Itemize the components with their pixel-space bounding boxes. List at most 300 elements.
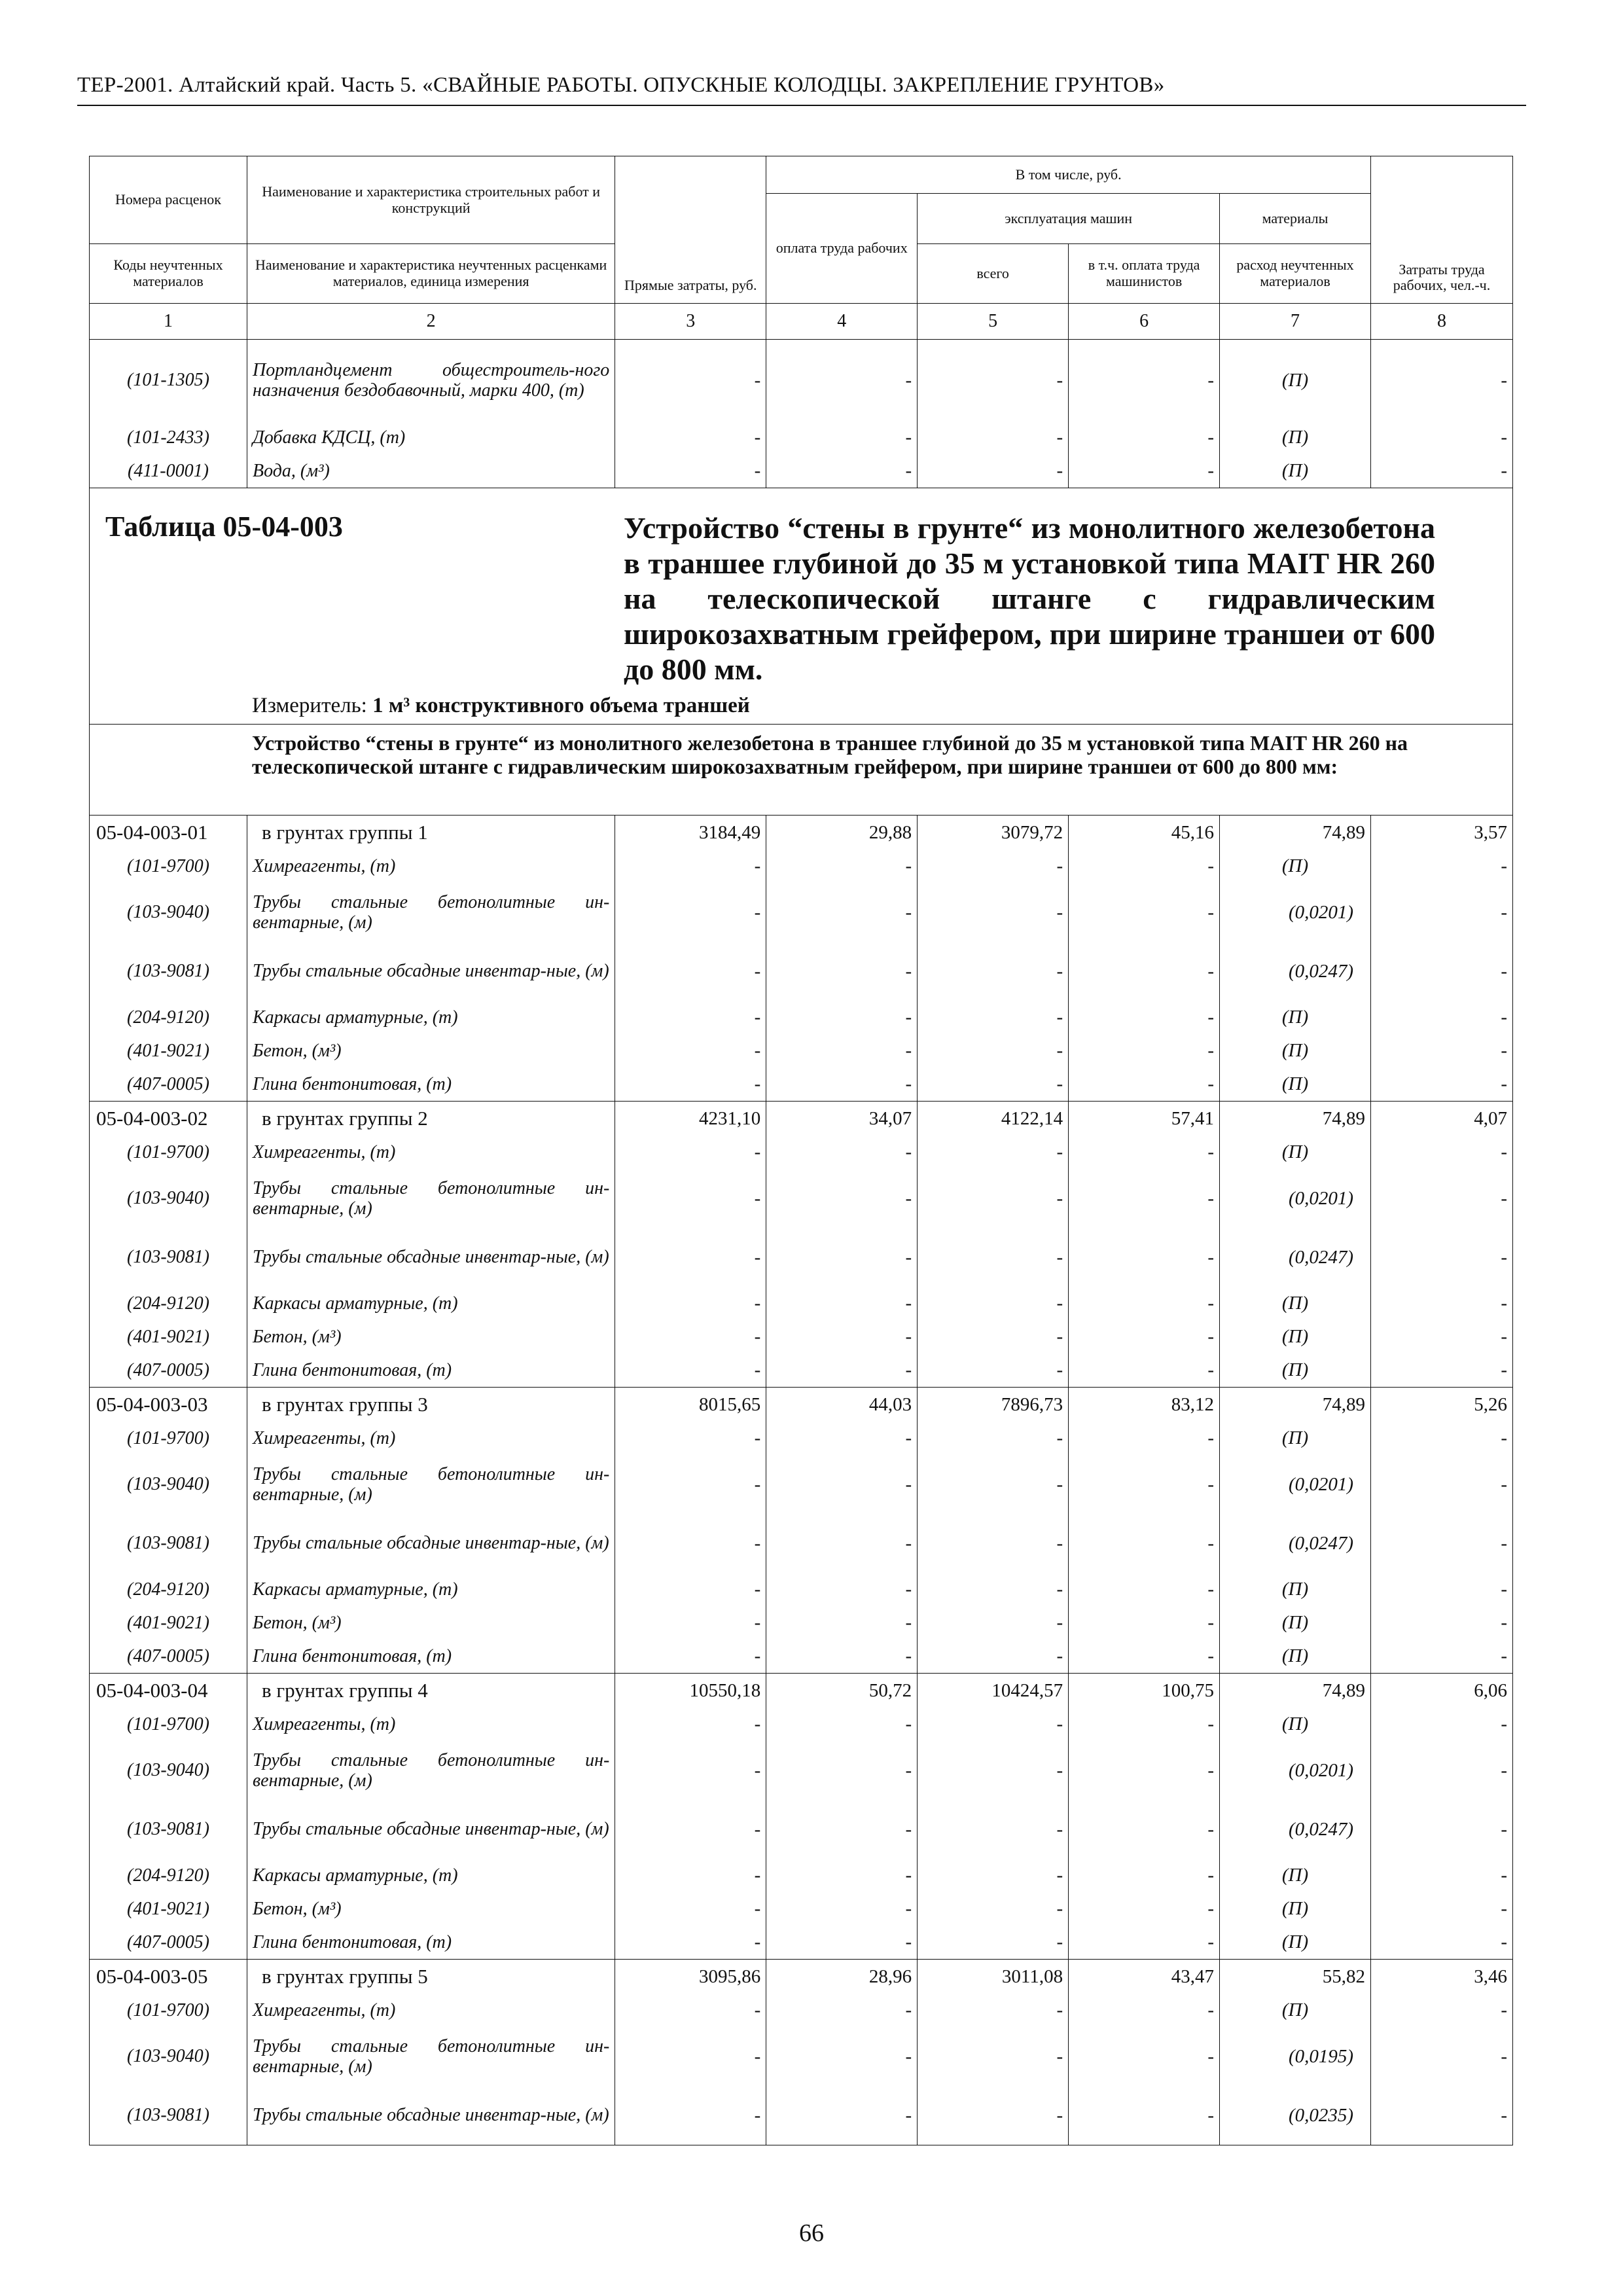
value-cell: -	[1371, 1354, 1513, 1388]
column-number: 4	[766, 304, 918, 340]
value-cell: -	[1371, 1606, 1513, 1640]
material-code: (103-9040)	[90, 1741, 247, 1800]
material-consumption: (П)	[1220, 1926, 1371, 1960]
material-code: (401-9021)	[90, 1320, 247, 1354]
value-cell: -	[1069, 421, 1220, 454]
value-cell: -	[918, 1067, 1069, 1102]
value-cell: -	[766, 1708, 918, 1741]
value-cell: -	[1069, 340, 1220, 422]
material-consumption: (П)	[1220, 421, 1371, 454]
value-cell: -	[918, 1455, 1069, 1514]
material-name: Каркасы арматурные, (т)	[247, 1859, 615, 1892]
value-cell: -	[918, 2086, 1069, 2145]
rate-row	[90, 816, 1513, 850]
value-cell: -	[615, 1422, 766, 1455]
column-number: 3	[615, 304, 766, 340]
material-name: Глина бентонитовая, (т)	[247, 1354, 615, 1388]
material-name: Химреагенты, (т)	[247, 1994, 615, 2027]
value-cell: 74,89	[1220, 1102, 1371, 1136]
value-cell: -	[615, 1708, 766, 1741]
value-cell: -	[1069, 1573, 1220, 1606]
value-cell: -	[918, 421, 1069, 454]
material-consumption: (П)	[1220, 1287, 1371, 1320]
value-cell: -	[766, 850, 918, 883]
material-code: (101-9700)	[90, 1136, 247, 1169]
material-code: (407-0005)	[90, 1354, 247, 1388]
value-cell: -	[918, 1001, 1069, 1034]
value-cell: -	[1371, 1800, 1513, 1859]
value-cell: -	[615, 883, 766, 942]
material-code: (101-9700)	[90, 1422, 247, 1455]
value-cell: -	[766, 1640, 918, 1674]
material-name: Бетон, (м³)	[247, 1606, 615, 1640]
column-number: 2	[247, 304, 615, 340]
value-cell: -	[615, 1067, 766, 1102]
value-cell: 3079,72	[918, 816, 1069, 850]
value-cell: -	[615, 1136, 766, 1169]
value-cell: -	[1069, 942, 1220, 1001]
material-name: Трубы стальные обсадные инвентар-ные, (м)	[247, 2086, 615, 2145]
material-consumption: (0,0201)	[1220, 1455, 1371, 1514]
value-cell: 74,89	[1220, 1674, 1371, 1708]
material-code: (101-2433)	[90, 421, 247, 454]
value-cell: -	[918, 1708, 1069, 1741]
material-row	[90, 1455, 1513, 1514]
value-cell: -	[615, 421, 766, 454]
header-machines-total: всего	[918, 244, 1069, 304]
material-name: Каркасы арматурные, (т)	[247, 1287, 615, 1320]
material-row	[90, 1320, 1513, 1354]
value-cell: -	[1371, 942, 1513, 1001]
value-cell: -	[1069, 1708, 1220, 1741]
material-code: (101-9700)	[90, 850, 247, 883]
value-cell: -	[918, 2027, 1069, 2086]
material-consumption: (П)	[1220, 454, 1371, 488]
value-cell: -	[918, 1034, 1069, 1067]
value-cell: -	[1371, 1455, 1513, 1514]
material-code: (401-9021)	[90, 1892, 247, 1926]
material-consumption: (П)	[1220, 1034, 1371, 1067]
material-name: Глина бентонитовая, (т)	[247, 1640, 615, 1674]
header-code-top: Номера расценок	[90, 156, 247, 244]
value-cell: 4231,10	[615, 1102, 766, 1136]
value-cell: 8015,65	[615, 1388, 766, 1422]
material-code: (407-0005)	[90, 1640, 247, 1674]
value-cell: -	[918, 1514, 1069, 1573]
value-cell: -	[766, 1741, 918, 1800]
value-cell: 10424,57	[918, 1674, 1069, 1708]
value-cell: -	[1371, 1001, 1513, 1034]
material-code: (101-1305)	[90, 340, 247, 422]
material-code: (103-9040)	[90, 883, 247, 942]
value-cell: -	[1069, 1287, 1220, 1320]
rate-row	[90, 1960, 1513, 1994]
rate-row	[90, 1674, 1513, 1708]
material-name: Бетон, (м³)	[247, 1320, 615, 1354]
value-cell: -	[615, 1800, 766, 1859]
value-cell: -	[615, 1892, 766, 1926]
value-cell: 44,03	[766, 1388, 918, 1422]
value-cell: -	[615, 1034, 766, 1067]
running-header: ТЕР-2001. Алтайский край. Часть 5. «СВАЙНЫЕ РАБОТЫ. ОПУСКНЫЕ КОЛОДЦЫ. ЗАКРЕПЛЕНИЕ ГРУНТОВ»	[77, 73, 1165, 97]
value-cell: -	[766, 421, 918, 454]
value-cell: -	[615, 2027, 766, 2086]
value-cell: -	[1371, 850, 1513, 883]
material-name: Добавка КДСЦ, (т)	[247, 421, 615, 454]
value-cell: -	[766, 2027, 918, 2086]
material-row	[90, 1514, 1513, 1573]
table-title: Устройство “стены в грунте“ из монолитного железобетона в траншее глубиной до 35 м установкой типа MAIT HR 260 на телескопической штанге с гидравлическим широкозахватным грейфером, при ширине траншеи от 600 до 800 мм.	[624, 511, 1435, 686]
value-cell: -	[1069, 1800, 1220, 1859]
material-consumption: (0,0195)	[1220, 2027, 1371, 2086]
material-name: Портландцемент общестроитель-ного назначения бездобавочный, марки 400, (т)	[247, 340, 615, 422]
value-cell: 100,75	[1069, 1674, 1220, 1708]
value-cell: -	[766, 1994, 918, 2027]
value-cell: 28,96	[766, 1960, 918, 1994]
material-consumption: (П)	[1220, 340, 1371, 422]
material-code: (103-9081)	[90, 942, 247, 1001]
material-consumption: (0,0201)	[1220, 1741, 1371, 1800]
value-cell: -	[1069, 1926, 1220, 1960]
value-cell: 3011,08	[918, 1960, 1069, 1994]
value-cell: 5,26	[1371, 1388, 1513, 1422]
rate-name: в грунтах группы 1	[247, 816, 615, 850]
material-row	[90, 1034, 1513, 1067]
material-row	[90, 1573, 1513, 1606]
value-cell: -	[1371, 1514, 1513, 1573]
material-name: Химреагенты, (т)	[247, 1136, 615, 1169]
material-code: (204-9120)	[90, 1573, 247, 1606]
material-name: Химреагенты, (т)	[247, 1422, 615, 1455]
value-cell: 34,07	[766, 1102, 918, 1136]
material-row	[90, 1067, 1513, 1102]
material-name: Химреагенты, (т)	[247, 850, 615, 883]
value-cell: -	[1371, 1994, 1513, 2027]
value-cell: -	[1069, 1455, 1220, 1514]
material-code: (103-9081)	[90, 1800, 247, 1859]
value-cell: -	[918, 1422, 1069, 1455]
material-code: (204-9120)	[90, 1001, 247, 1034]
value-cell: -	[766, 1001, 918, 1034]
value-cell: -	[766, 1514, 918, 1573]
value-cell: 3,57	[1371, 816, 1513, 850]
material-name: Вода, (м³)	[247, 454, 615, 488]
material-row	[90, 1228, 1513, 1287]
value-cell: -	[1371, 340, 1513, 422]
material-row	[90, 1422, 1513, 1455]
meter-prefix: Измеритель:	[252, 694, 367, 717]
value-cell: -	[615, 2086, 766, 2145]
value-cell: -	[615, 1741, 766, 1800]
material-name: Трубы стальные обсадные инвентар-ные, (м)	[247, 942, 615, 1001]
value-cell: 3095,86	[615, 1960, 766, 1994]
material-consumption: (П)	[1220, 1067, 1371, 1102]
value-cell: -	[615, 1455, 766, 1514]
material-code: (401-9021)	[90, 1034, 247, 1067]
value-cell: -	[615, 1606, 766, 1640]
value-cell: -	[918, 454, 1069, 488]
rate-code: 05-04-003-02	[90, 1102, 247, 1136]
value-cell: -	[766, 1573, 918, 1606]
value-cell: -	[1069, 883, 1220, 942]
header-materials: материалы	[1220, 194, 1371, 244]
value-cell: -	[615, 1994, 766, 2027]
table-label: Таблица 05-04-003	[105, 511, 343, 543]
value-cell: -	[918, 1994, 1069, 2027]
material-name: Трубы стальные бетонолитные ин-вентарные, (м)	[247, 1455, 615, 1514]
header-materials-unaccounted: расход неучтенных материалов	[1220, 244, 1371, 304]
table-title-block	[90, 488, 1513, 725]
material-consumption: (0,0235)	[1220, 2086, 1371, 2145]
material-name: Каркасы арматурные, (т)	[247, 1001, 615, 1034]
value-cell: -	[766, 1067, 918, 1102]
material-row	[90, 850, 1513, 883]
value-cell: -	[1371, 1640, 1513, 1674]
value-cell: -	[1069, 454, 1220, 488]
value-cell: 10550,18	[615, 1674, 766, 1708]
material-name: Бетон, (м³)	[247, 1892, 615, 1926]
material-row	[90, 1136, 1513, 1169]
value-cell: -	[1069, 1640, 1220, 1674]
value-cell: -	[1371, 1228, 1513, 1287]
table-meter	[252, 694, 750, 718]
material-consumption: (П)	[1220, 1320, 1371, 1354]
value-cell: -	[918, 1859, 1069, 1892]
header-direct-costs: Прямые затраты, руб.	[615, 156, 766, 304]
material-code: (103-9040)	[90, 2027, 247, 2086]
value-cell: -	[1371, 1287, 1513, 1320]
material-consumption: (П)	[1220, 1994, 1371, 2027]
material-name: Трубы стальные бетонолитные ин-вентарные, (м)	[247, 883, 615, 942]
material-consumption: (П)	[1220, 1001, 1371, 1034]
material-row	[90, 2027, 1513, 2086]
header-name-top: Наименование и характеристика строительных работ и конструкций	[247, 156, 615, 244]
value-cell: -	[918, 1606, 1069, 1640]
value-cell: -	[766, 340, 918, 422]
material-row	[90, 1169, 1513, 1228]
rate-code: 05-04-003-01	[90, 816, 247, 850]
value-cell: -	[615, 1354, 766, 1388]
material-row	[90, 1640, 1513, 1674]
material-consumption: (П)	[1220, 1422, 1371, 1455]
value-cell: -	[1371, 421, 1513, 454]
column-number: 6	[1069, 304, 1220, 340]
material-consumption: (0,0201)	[1220, 1169, 1371, 1228]
value-cell: -	[918, 942, 1069, 1001]
value-cell: -	[1371, 1573, 1513, 1606]
header-name-bottom: Наименование и характеристика неучтенных расценками материалов, единица измерения	[247, 244, 615, 304]
rate-code: 05-04-003-04	[90, 1674, 247, 1708]
material-consumption: (П)	[1220, 1892, 1371, 1926]
value-cell: 3,46	[1371, 1960, 1513, 1994]
value-cell: -	[1069, 1606, 1220, 1640]
value-cell: -	[766, 1320, 918, 1354]
column-number: 5	[918, 304, 1069, 340]
material-consumption: (0,0247)	[1220, 1514, 1371, 1573]
value-cell: -	[918, 850, 1069, 883]
value-cell: -	[1069, 1994, 1220, 2027]
material-code: (101-9700)	[90, 1994, 247, 2027]
material-name: Глина бентонитовая, (т)	[247, 1067, 615, 1102]
material-row	[90, 1926, 1513, 1960]
value-cell: -	[918, 1926, 1069, 1960]
value-cell: 55,82	[1220, 1960, 1371, 1994]
value-cell: -	[1069, 1067, 1220, 1102]
material-code: (407-0005)	[90, 1926, 247, 1960]
value-cell: -	[1069, 1859, 1220, 1892]
value-cell: -	[1371, 1320, 1513, 1354]
value-cell: -	[766, 883, 918, 942]
value-cell: -	[1371, 454, 1513, 488]
material-consumption: (П)	[1220, 1640, 1371, 1674]
value-cell: -	[615, 942, 766, 1001]
material-row	[90, 883, 1513, 942]
value-cell: 29,88	[766, 816, 918, 850]
value-cell: -	[615, 340, 766, 422]
material-consumption: (П)	[1220, 1573, 1371, 1606]
column-number: 1	[90, 304, 247, 340]
value-cell: -	[1069, 1892, 1220, 1926]
header-machines: эксплуатация машин	[918, 194, 1220, 244]
value-cell: 74,89	[1220, 816, 1371, 850]
value-cell: -	[615, 1640, 766, 1674]
value-cell: -	[1371, 1034, 1513, 1067]
material-row	[90, 340, 1513, 422]
material-row	[90, 1741, 1513, 1800]
rates-table	[89, 156, 1513, 2145]
value-cell: -	[766, 2086, 918, 2145]
value-cell: -	[918, 340, 1069, 422]
material-consumption: (0,0247)	[1220, 1228, 1371, 1287]
value-cell: -	[1371, 1926, 1513, 1960]
value-cell: -	[615, 1287, 766, 1320]
column-number: 7	[1220, 304, 1371, 340]
rate-name: в грунтах группы 5	[247, 1960, 615, 1994]
value-cell: -	[766, 1892, 918, 1926]
value-cell: -	[1069, 850, 1220, 883]
value-cell: -	[1371, 2086, 1513, 2145]
header-including: В том числе, руб.	[766, 156, 1371, 194]
value-cell: -	[615, 1573, 766, 1606]
value-cell: -	[766, 1169, 918, 1228]
material-consumption: (0,0247)	[1220, 1800, 1371, 1859]
material-name: Трубы стальные обсадные инвентар-ные, (м)	[247, 1228, 615, 1287]
material-name: Каркасы арматурные, (т)	[247, 1573, 615, 1606]
value-cell: -	[615, 1859, 766, 1892]
value-cell: -	[615, 454, 766, 488]
rate-name: в грунтах группы 3	[247, 1388, 615, 1422]
material-name: Трубы стальные обсадные инвентар-ные, (м)	[247, 1800, 615, 1859]
material-row	[90, 2086, 1513, 2145]
value-cell: 45,16	[1069, 816, 1220, 850]
material-code: (103-9040)	[90, 1169, 247, 1228]
material-code: (204-9120)	[90, 1859, 247, 1892]
value-cell: -	[918, 1228, 1069, 1287]
rate-row	[90, 1388, 1513, 1422]
material-consumption: (0,0247)	[1220, 942, 1371, 1001]
material-row	[90, 1859, 1513, 1892]
value-cell: -	[1069, 1228, 1220, 1287]
material-name: Трубы стальные бетонолитные ин-вентарные, (м)	[247, 2027, 615, 2086]
value-cell: -	[766, 1228, 918, 1287]
material-row	[90, 1287, 1513, 1320]
value-cell: -	[766, 1287, 918, 1320]
value-cell: -	[1069, 1741, 1220, 1800]
material-row	[90, 1354, 1513, 1388]
value-cell: -	[1371, 1067, 1513, 1102]
material-consumption: (П)	[1220, 1859, 1371, 1892]
value-cell: -	[1371, 1169, 1513, 1228]
value-cell: 57,41	[1069, 1102, 1220, 1136]
material-row	[90, 1892, 1513, 1926]
value-cell: -	[918, 883, 1069, 942]
value-cell: 4122,14	[918, 1102, 1069, 1136]
material-row	[90, 1994, 1513, 2027]
value-cell: -	[766, 1606, 918, 1640]
value-cell: -	[1069, 1514, 1220, 1573]
value-cell: -	[766, 1034, 918, 1067]
material-row	[90, 421, 1513, 454]
value-cell: -	[766, 454, 918, 488]
material-row	[90, 1001, 1513, 1034]
value-cell: -	[766, 1800, 918, 1859]
value-cell: 74,89	[1220, 1388, 1371, 1422]
header-code-bottom: Коды неучтенных материалов	[90, 244, 247, 304]
value-cell: -	[1069, 2086, 1220, 2145]
rate-code: 05-04-003-05	[90, 1960, 247, 1994]
value-cell: -	[1371, 1422, 1513, 1455]
material-consumption: (П)	[1220, 1708, 1371, 1741]
value-cell: -	[918, 1354, 1069, 1388]
value-cell: 43,47	[1069, 1960, 1220, 1994]
value-cell: 3184,49	[615, 816, 766, 850]
material-consumption: (0,0201)	[1220, 883, 1371, 942]
material-code: (103-9081)	[90, 1514, 247, 1573]
material-consumption: (П)	[1220, 850, 1371, 883]
value-cell: -	[1069, 1354, 1220, 1388]
header-labor-cost: Затраты труда рабочих, чел.-ч.	[1371, 156, 1513, 304]
value-cell: -	[918, 1320, 1069, 1354]
material-name: Трубы стальные обсадные инвентар-ные, (м)	[247, 1514, 615, 1573]
value-cell: -	[766, 1422, 918, 1455]
header-rule	[77, 105, 1526, 106]
material-code: (411-0001)	[90, 454, 247, 488]
material-name: Бетон, (м³)	[247, 1034, 615, 1067]
value-cell: -	[1371, 1708, 1513, 1741]
material-consumption: (П)	[1220, 1606, 1371, 1640]
value-cell: -	[766, 1455, 918, 1514]
value-cell: -	[1069, 1034, 1220, 1067]
material-row	[90, 1606, 1513, 1640]
value-cell: -	[615, 1514, 766, 1573]
value-cell: 6,06	[1371, 1674, 1513, 1708]
value-cell: -	[615, 1169, 766, 1228]
table-subtitle: Устройство “стены в грунте“ из монолитного железобетона в траншее глубиной до 35 м установкой типа MAIT HR 260 на телескопической штанге с гидравлическим широкозахватным грейфером, при ширине траншеи от 600 до 800 мм:	[90, 725, 1513, 816]
value-cell: -	[766, 1926, 918, 1960]
meter-value: 1 м³ конструктивного объема траншей	[372, 694, 750, 717]
header-labor-pay: оплата труда рабочих	[766, 194, 918, 304]
value-cell: -	[1069, 1001, 1220, 1034]
rate-name: в грунтах группы 4	[247, 1674, 615, 1708]
value-cell: -	[1069, 1422, 1220, 1455]
material-code: (101-9700)	[90, 1708, 247, 1741]
value-cell: -	[1371, 1859, 1513, 1892]
material-consumption: (П)	[1220, 1136, 1371, 1169]
column-number: 8	[1371, 304, 1513, 340]
value-cell: -	[615, 1926, 766, 1960]
value-cell: -	[918, 1800, 1069, 1859]
value-cell: -	[918, 1573, 1069, 1606]
